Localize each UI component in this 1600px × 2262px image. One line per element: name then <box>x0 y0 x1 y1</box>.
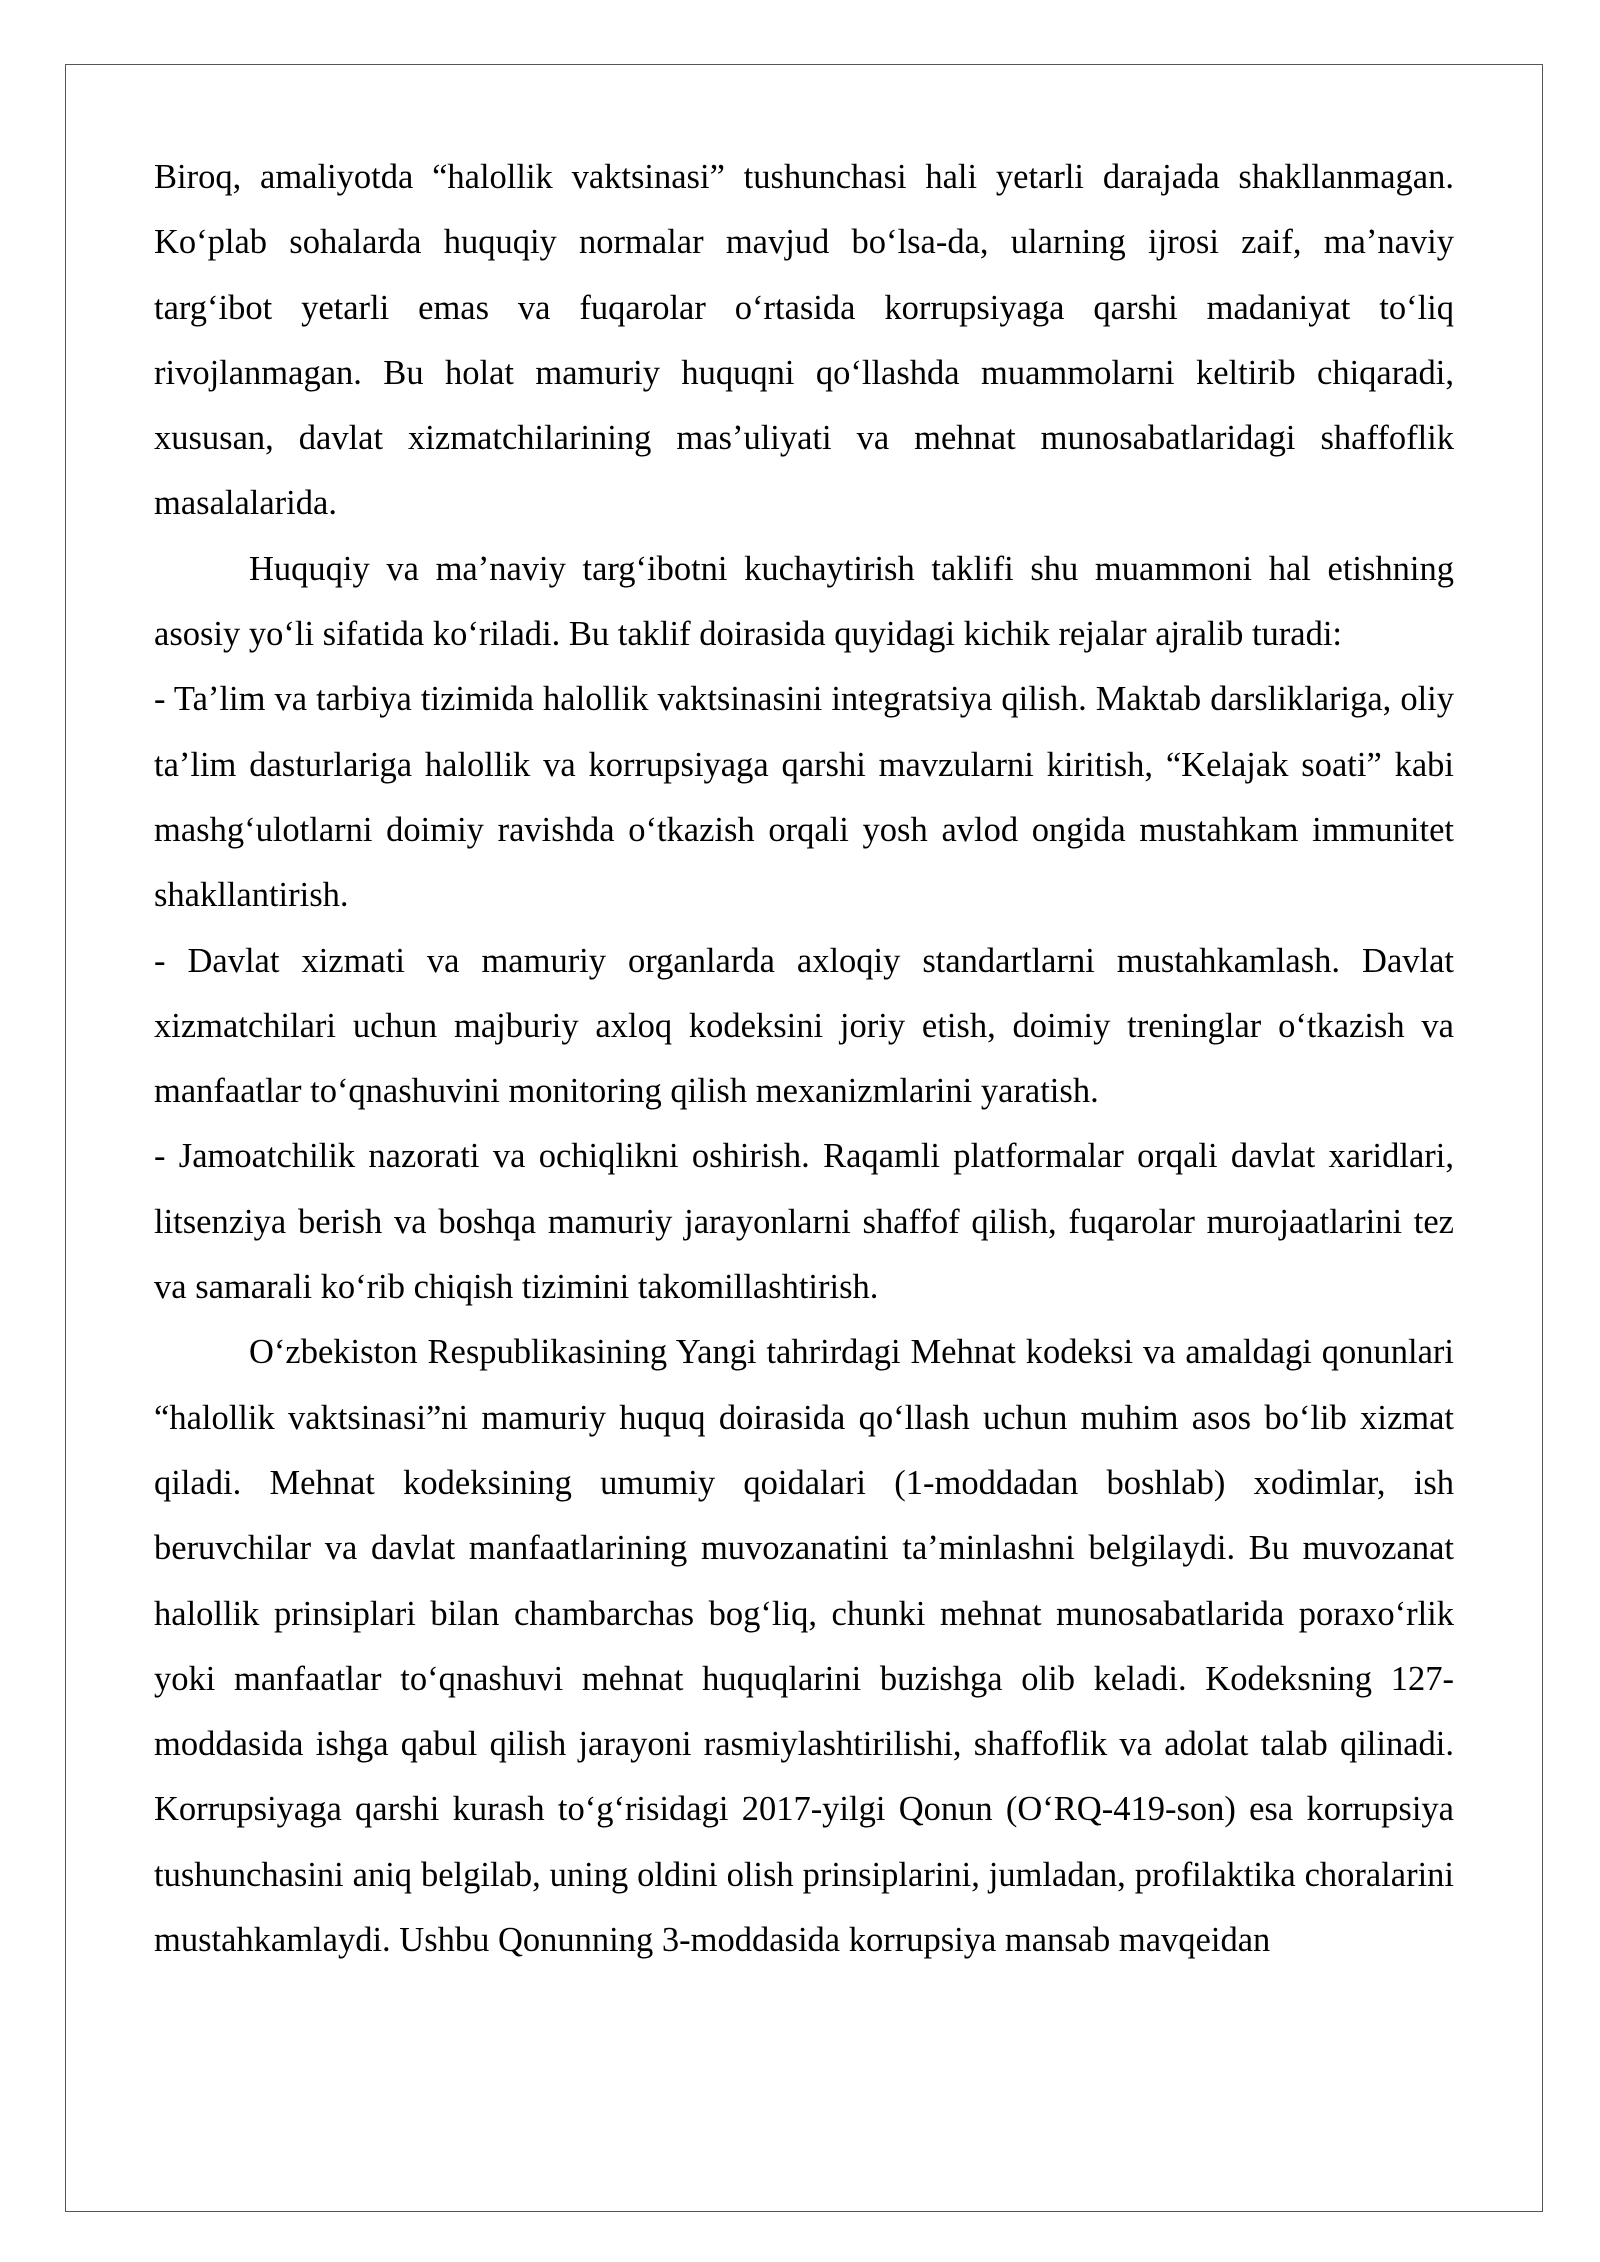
paragraph-3: Oʻzbekiston Respublikasining Yangi tahrirdagi Mehnat kodeksi va amaldagi qonunlari “halollik vaktsinasi”ni mamuriy huquq doirasida qoʻllash uchun muhim asos boʻlib xizmat qiladi. Mehnat kodeksining umumiy qoidalari (1-moddadan boshlab) xodimlar, ish beruvchilar va davlat manfaatlarining muvozanatini taʼminlashni belgilaydi. Bu muvozanat halollik prinsiplari bilan chambarchas bogʻliq, chunki mehnat munosabatlarida poraxoʻrlik yoki manfaatlar toʻqnashuvi mehnat huquqlarini buzishga olib keladi. Kodeksning 127-moddasida ishga qabul qilish jarayoni rasmiylashtirilishi, shaffoflik va adolat talab qilinadi. Korrupsiyaga qarshi kurash toʻgʻrisidagi 2017-yilgi Qonun (OʻRQ-419-son) esa korrupsiya tushunchasini aniq belgilab, uning oldini olish prinsiplarini, jumladan, profilaktika choralarini mustahkamlaydi. Ushbu Qonunning 3-moddasida korrupsiya mansab mavqeidan <box>154 1333 1454 1960</box>
list-item-2: - Davlat xizmati va mamuriy organlarda axloqiy standartlarni mustahkamlash. Davlat xizmatchilari uchun majburiy axloq kodeksini joriy etish, doimiy treninglar oʻtkazish va manfaatlar toʻqnashuvini monitoring qilish mexanizmlarini yaratish. <box>154 941 1454 1111</box>
list-item-1: - Taʼlim va tarbiya tizimida halollik vaktsinasini integratsiya qilish. Maktab darsliklariga, oliy taʼlim dasturlariga halollik va korrupsiyaga qarshi mavzularni kiritish, “Kelajak soati” kabi mashgʻulotlarni doimiy ravishda oʻtkazish orqali yosh avlod ongida mustahkam immunitet shakllantirish. <box>154 680 1454 915</box>
paragraph-2: Huquqiy va maʼnaviy targʻibotni kuchaytirish taklifi shu muammoni hal etishning asosiy yoʻli sifatida koʻriladi. Bu taklif doirasida quyidagi kichik rejalar ajralib turadi: <box>154 549 1454 654</box>
document-body <box>154 145 1454 1973</box>
paragraph-1: Biroq, amaliyotda “halollik vaktsinasi” tushunchasi hali yetarli darajada shakllanmagan. Koʻplab sohalarda huquqiy normalar mavjud boʻlsa-da, ularning ijrosi zaif, maʼnaviy targʻibot yetarli emas va fuqarolar oʻrtasida korrupsiyaga qarshi madaniyat toʻliq rivojlanmagan. Bu holat mamuriy huquqni qoʻllashda muammolarni keltirib chiqaradi, xususan, davlat xizmatchilarining masʼuliyati va mehnat munosabatlaridagi shaffoflik masalalarida. <box>154 158 1454 523</box>
list-item-3: - Jamoatchilik nazorati va ochiqlikni oshirish. Raqamli platformalar orqali davlat xaridlari, litsenziya berish va boshqa mamuriy jarayonlarni shaffof qilish, fuqarolar murojaatlarini tez va samarali koʻrib chiqish tizimini takomillashtirish. <box>154 1137 1454 1307</box>
